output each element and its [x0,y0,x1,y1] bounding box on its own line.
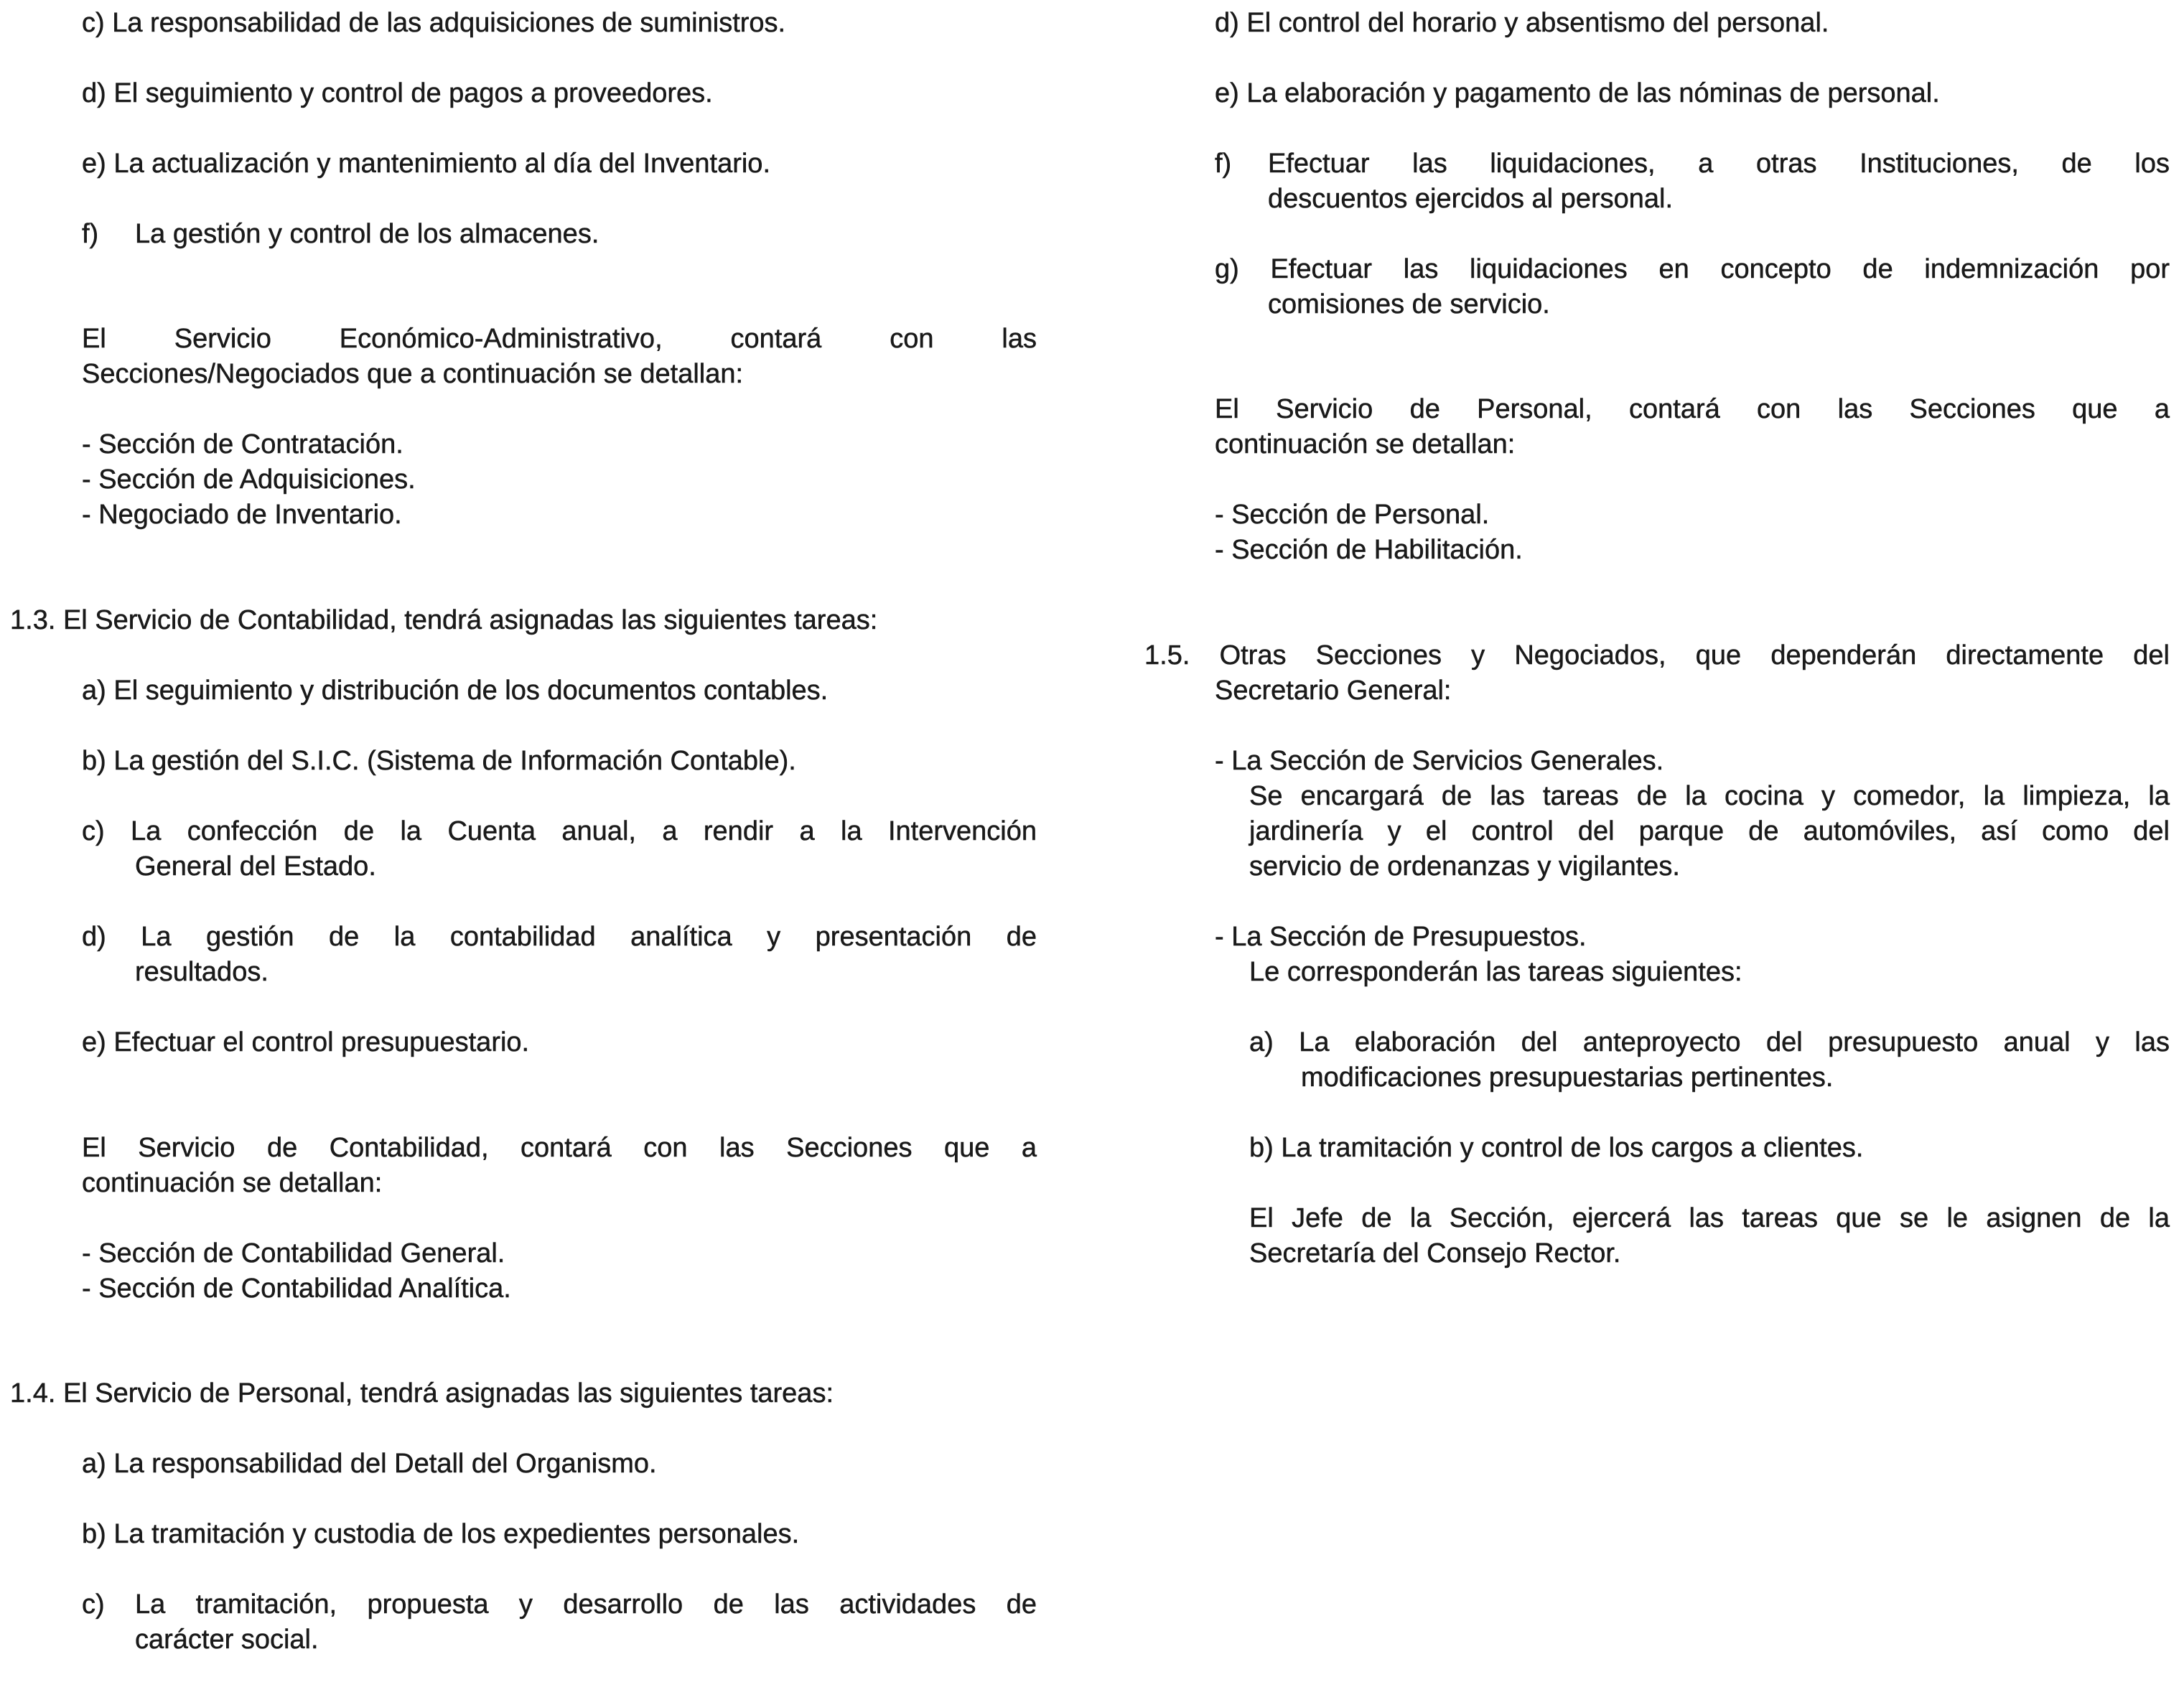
presupuestos-item-a-line-2: modificaciones presupuestarias pertinentes. [1301,1062,1834,1093]
s13-item-b: b) La gestión del S.I.C. (Sistema de Información Contable). [82,746,796,776]
presupuestos-item-b: b) La tramitación y control de los cargos a clientes. [1249,1133,1864,1163]
s13-item-d-line-2: resultados. [135,957,269,987]
contabilidad-intro-line-2: continuación se detallan: [82,1168,383,1198]
presupuestos-title: - La Sección de Presupuestos. [1215,922,1587,952]
item-e-inventario: e) La actualización y mantenimiento al día del Inventario. [82,149,770,179]
s14-item-c-line-2: carácter social. [135,1625,319,1655]
personal-item-g-line-1: g) Efectuar las liquidaciones en concepto de indemnización por [1215,254,2170,284]
s14-item-c-line-1: c) La tramitación, propuesta y desarrollo de las actividades de [82,1589,1037,1620]
personal-item-d: d) El control del horario y absentismo del personal. [1215,8,1829,38]
list-item: - Sección de Habilitación. [1215,535,1523,565]
item-d-pagos: d) El seguimiento y control de pagos a proveedores. [82,78,713,108]
personal-intro-line-2: continuación se detallan: [1215,429,1516,459]
list-item: - Sección de Adquisiciones. [82,464,416,495]
s14-item-b: b) La tramitación y custodia de los expedientes personales. [82,1519,800,1549]
personal-intro-line-1: El Servicio de Personal, contará con las Secciones que a [1215,394,2170,424]
servicios-generales-line-1: Se encargará de las tareas de la cocina y comedor, la limpieza, la [1249,781,2170,811]
presupuestos-intro: Le corresponderán las tareas siguientes: [1249,957,1742,987]
section-1-4-heading: 1.4. El Servicio de Personal, tendrá asignadas las siguientes tareas: [10,1378,834,1408]
s13-item-d-line-1: d) La gestión de la contabilidad analítica y presentación de [82,922,1037,952]
jefe-seccion-line-2: Secretaría del Consejo Rector. [1249,1238,1621,1268]
jefe-seccion-line-1: El Jefe de la Sección, ejercerá las tareas que se le asignen de la [1249,1203,2170,1233]
list-item: - Negociado de Inventario. [82,500,402,530]
personal-item-f-line-1: Efectuar las liquidaciones, a otras Instituciones, de los [1268,149,2170,179]
section-1-5-heading-line-1: 1.5. Otras Secciones y Negociados, que dependerán directamente del [1144,640,2170,671]
s13-item-a: a) El seguimiento y distribución de los documentos contables. [82,676,829,706]
list-item: - Sección de Personal. [1215,500,1490,530]
section-1-5-heading-line-2: Secretario General: [1215,676,1452,706]
eco-adm-intro-line-1: El Servicio Económico-Administrativo, contará con las [82,324,1037,354]
s13-item-c-line-1: c) La confección de la Cuenta anual, a rendir a la Intervención [82,816,1037,846]
contabilidad-intro-line-1: El Servicio de Contabilidad, contará con las Secciones que a [82,1133,1037,1163]
item-c-adquisiciones: c) La responsabilidad de las adquisiciones de suministros. [82,8,786,38]
item-f-marker: f) [82,219,99,249]
list-item: - Sección de Contabilidad Analítica. [82,1274,511,1304]
list-item: - Sección de Contratación. [82,429,403,459]
section-1-3-heading: 1.3. El Servicio de Contabilidad, tendrá asignadas las siguientes tareas: [10,605,878,635]
personal-item-g-line-2: comisiones de servicio. [1268,289,1550,319]
list-item: - Sección de Contabilidad General. [82,1238,505,1268]
s13-item-e: e) Efectuar el control presupuestario. [82,1027,530,1057]
presupuestos-item-a-line-1: a) La elaboración del anteproyecto del presupuesto anual y las [1249,1027,2170,1057]
servicios-generales-title: - La Sección de Servicios Generales. [1215,746,1664,776]
personal-item-e: e) La elaboración y pagamento de las nóminas de personal. [1215,78,1940,108]
s14-item-a: a) La responsabilidad del Detall del Organismo. [82,1449,657,1479]
personal-item-f-marker: f) [1215,149,1232,179]
s13-item-c-line-2: General del Estado. [135,851,376,882]
servicios-generales-line-3: servicio de ordenanzas y vigilantes. [1249,851,1680,882]
personal-item-f-line-2: descuentos ejercidos al personal. [1268,184,1674,214]
servicios-generales-line-2: jardinería y el control del parque de automóviles, así como del [1249,816,2170,846]
eco-adm-intro-line-2: Secciones/Negociados que a continuación se detallan: [82,359,744,389]
item-f-almacenes: La gestión y control de los almacenes. [135,219,599,249]
